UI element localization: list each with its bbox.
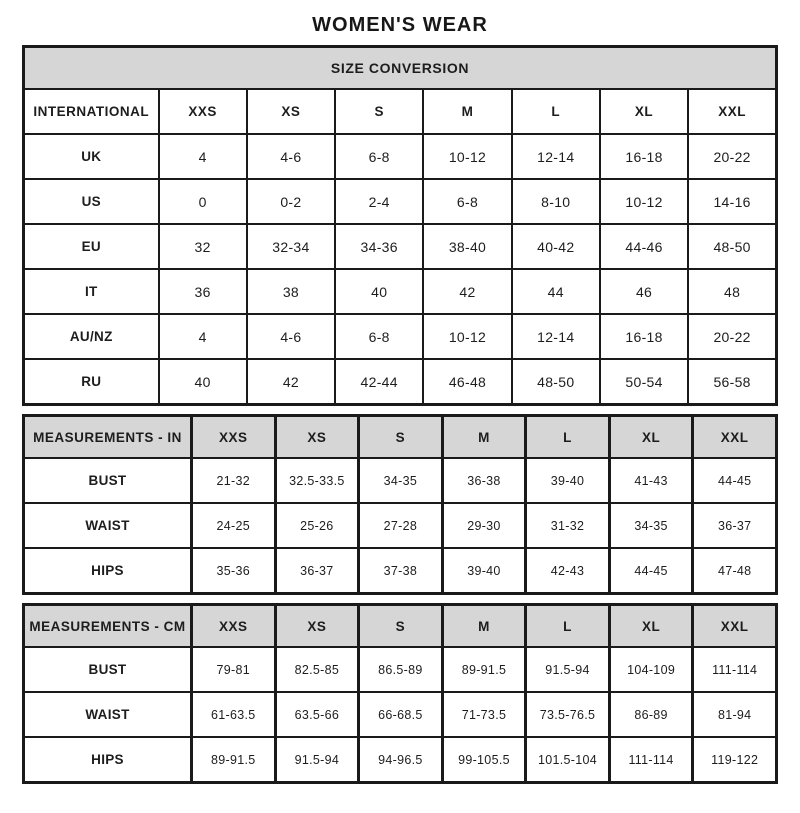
table-cell: 35-36 bbox=[192, 548, 276, 594]
col-header-s: S bbox=[359, 416, 443, 459]
table-cell: 36-38 bbox=[442, 458, 526, 503]
table-cell: 61-63.5 bbox=[192, 692, 276, 737]
table-cell: 16-18 bbox=[600, 134, 688, 179]
table-cell: 29-30 bbox=[442, 503, 526, 548]
table-cell: 40-42 bbox=[512, 224, 600, 269]
row-label: WAIST bbox=[24, 692, 192, 737]
col-header-xxl: XXL bbox=[693, 416, 777, 459]
col-header-l: L bbox=[526, 416, 610, 459]
table-cell: 46-48 bbox=[423, 359, 511, 405]
row-label: AU/NZ bbox=[24, 314, 159, 359]
table-cell: 12-14 bbox=[512, 134, 600, 179]
col-header-l: L bbox=[526, 605, 610, 648]
row-label: BUST bbox=[24, 458, 192, 503]
section-title-size-conversion: SIZE CONVERSION bbox=[24, 47, 777, 90]
table-cell: 104-109 bbox=[609, 647, 693, 692]
col-header-xl: XL bbox=[609, 605, 693, 648]
table-cell: 39-40 bbox=[442, 548, 526, 594]
table-cell: 79-81 bbox=[192, 647, 276, 692]
table-cell: 99-105.5 bbox=[442, 737, 526, 783]
table-cell: 56-58 bbox=[688, 359, 776, 405]
table-cell: 44-45 bbox=[609, 548, 693, 594]
table-cell: 48-50 bbox=[512, 359, 600, 405]
table-cell: 63.5-66 bbox=[275, 692, 359, 737]
table-cell: 21-32 bbox=[192, 458, 276, 503]
measurements-in-table bbox=[22, 414, 778, 595]
table-row-hips-in bbox=[24, 548, 777, 594]
table-cell: 34-36 bbox=[335, 224, 423, 269]
table-row-hips-cm bbox=[24, 737, 777, 783]
table-cell: 86.5-89 bbox=[359, 647, 443, 692]
table-row-us bbox=[24, 179, 777, 224]
col-header-xxs: XXS bbox=[159, 89, 247, 134]
table-cell: 39-40 bbox=[526, 458, 610, 503]
col-header-xs: XS bbox=[275, 605, 359, 648]
table-cell: 10-12 bbox=[600, 179, 688, 224]
table-cell: 91.5-94 bbox=[275, 737, 359, 783]
table-cell: 4 bbox=[159, 314, 247, 359]
table-cell: 6-8 bbox=[423, 179, 511, 224]
size-header-row bbox=[24, 89, 777, 134]
col-header-m: M bbox=[442, 416, 526, 459]
table-cell: 73.5-76.5 bbox=[526, 692, 610, 737]
table-cell: 36 bbox=[159, 269, 247, 314]
table-row-eu bbox=[24, 224, 777, 269]
table-cell: 32.5-33.5 bbox=[275, 458, 359, 503]
table-cell: 48 bbox=[688, 269, 776, 314]
page-title: WOMEN'S WEAR bbox=[312, 14, 488, 36]
table-cell: 44-46 bbox=[600, 224, 688, 269]
table-cell: 20-22 bbox=[688, 134, 776, 179]
table-cell: 25-26 bbox=[275, 503, 359, 548]
col-header-xxl: XXL bbox=[688, 89, 776, 134]
table-cell: 44-45 bbox=[693, 458, 777, 503]
row-label: WAIST bbox=[24, 503, 192, 548]
section-header-row bbox=[24, 47, 777, 90]
measurements-cm-table bbox=[22, 603, 778, 784]
table-cell: 40 bbox=[159, 359, 247, 405]
table-cell: 91.5-94 bbox=[526, 647, 610, 692]
table-cell: 32-34 bbox=[247, 224, 335, 269]
section-title-measurements-in: MEASUREMENTS - IN bbox=[24, 416, 192, 459]
col-header-xs: XS bbox=[247, 89, 335, 134]
table-cell: 10-12 bbox=[423, 314, 511, 359]
table-cell: 44 bbox=[512, 269, 600, 314]
size-conversion-table bbox=[22, 45, 778, 406]
table-cell: 32 bbox=[159, 224, 247, 269]
table-cell: 47-48 bbox=[693, 548, 777, 594]
size-guide-content bbox=[22, 45, 778, 784]
table-cell: 89-91.5 bbox=[192, 737, 276, 783]
table-cell: 20-22 bbox=[688, 314, 776, 359]
table-row-waist-cm bbox=[24, 692, 777, 737]
table-row-ru bbox=[24, 359, 777, 405]
table-cell: 40 bbox=[335, 269, 423, 314]
table-row-uk bbox=[24, 134, 777, 179]
table-cell: 27-28 bbox=[359, 503, 443, 548]
table-cell: 6-8 bbox=[335, 134, 423, 179]
table-cell: 111-114 bbox=[693, 647, 777, 692]
table-cell: 42-44 bbox=[335, 359, 423, 405]
table-cell: 34-35 bbox=[609, 503, 693, 548]
table-cell: 6-8 bbox=[335, 314, 423, 359]
table-cell: 12-14 bbox=[512, 314, 600, 359]
table-cell: 82.5-85 bbox=[275, 647, 359, 692]
table-cell: 0-2 bbox=[247, 179, 335, 224]
table-cell: 71-73.5 bbox=[442, 692, 526, 737]
col-header-m: M bbox=[423, 89, 511, 134]
col-header-m: M bbox=[442, 605, 526, 648]
table-cell: 4 bbox=[159, 134, 247, 179]
row-label: HIPS bbox=[24, 737, 192, 783]
row-label: US bbox=[24, 179, 159, 224]
table-row-bust-in bbox=[24, 458, 777, 503]
table-cell: 81-94 bbox=[693, 692, 777, 737]
table-cell: 89-91.5 bbox=[442, 647, 526, 692]
table-cell: 4-6 bbox=[247, 314, 335, 359]
table-cell: 36-37 bbox=[693, 503, 777, 548]
col-header-xl: XL bbox=[609, 416, 693, 459]
table-cell: 101.5-104 bbox=[526, 737, 610, 783]
table-row-bust-cm bbox=[24, 647, 777, 692]
row-label: RU bbox=[24, 359, 159, 405]
row-label: IT bbox=[24, 269, 159, 314]
col-header-l: L bbox=[512, 89, 600, 134]
table-cell: 66-68.5 bbox=[359, 692, 443, 737]
table-cell: 42 bbox=[423, 269, 511, 314]
table-cell: 31-32 bbox=[526, 503, 610, 548]
table-cell: 34-35 bbox=[359, 458, 443, 503]
row-label: BUST bbox=[24, 647, 192, 692]
table-cell: 50-54 bbox=[600, 359, 688, 405]
table-cell: 38 bbox=[247, 269, 335, 314]
table-cell: 42-43 bbox=[526, 548, 610, 594]
col-header-s: S bbox=[359, 605, 443, 648]
table-row-waist-in bbox=[24, 503, 777, 548]
row-label: UK bbox=[24, 134, 159, 179]
table-cell: 16-18 bbox=[600, 314, 688, 359]
table-cell: 37-38 bbox=[359, 548, 443, 594]
table-cell: 14-16 bbox=[688, 179, 776, 224]
table-row-aunz bbox=[24, 314, 777, 359]
section-title-measurements-cm: MEASUREMENTS - CM bbox=[24, 605, 192, 648]
table-cell: 10-12 bbox=[423, 134, 511, 179]
measurements-in-header-row bbox=[24, 416, 777, 459]
table-cell: 41-43 bbox=[609, 458, 693, 503]
table-cell: 36-37 bbox=[275, 548, 359, 594]
table-cell: 0 bbox=[159, 179, 247, 224]
table-cell: 119-122 bbox=[693, 737, 777, 783]
col-header-international: INTERNATIONAL bbox=[24, 89, 159, 134]
table-cell: 86-89 bbox=[609, 692, 693, 737]
col-header-s: S bbox=[335, 89, 423, 134]
col-header-xxs: XXS bbox=[192, 416, 276, 459]
table-cell: 38-40 bbox=[423, 224, 511, 269]
table-cell: 42 bbox=[247, 359, 335, 405]
col-header-xl: XL bbox=[600, 89, 688, 134]
table-cell: 4-6 bbox=[247, 134, 335, 179]
table-cell: 94-96.5 bbox=[359, 737, 443, 783]
col-header-xxs: XXS bbox=[192, 605, 276, 648]
table-cell: 8-10 bbox=[512, 179, 600, 224]
row-label: EU bbox=[24, 224, 159, 269]
table-row-it bbox=[24, 269, 777, 314]
col-header-xs: XS bbox=[275, 416, 359, 459]
table-cell: 46 bbox=[600, 269, 688, 314]
measurements-cm-header-row bbox=[24, 605, 777, 648]
table-cell: 24-25 bbox=[192, 503, 276, 548]
table-cell: 111-114 bbox=[609, 737, 693, 783]
col-header-xxl: XXL bbox=[693, 605, 777, 648]
table-cell: 48-50 bbox=[688, 224, 776, 269]
table-cell: 2-4 bbox=[335, 179, 423, 224]
row-label: HIPS bbox=[24, 548, 192, 594]
